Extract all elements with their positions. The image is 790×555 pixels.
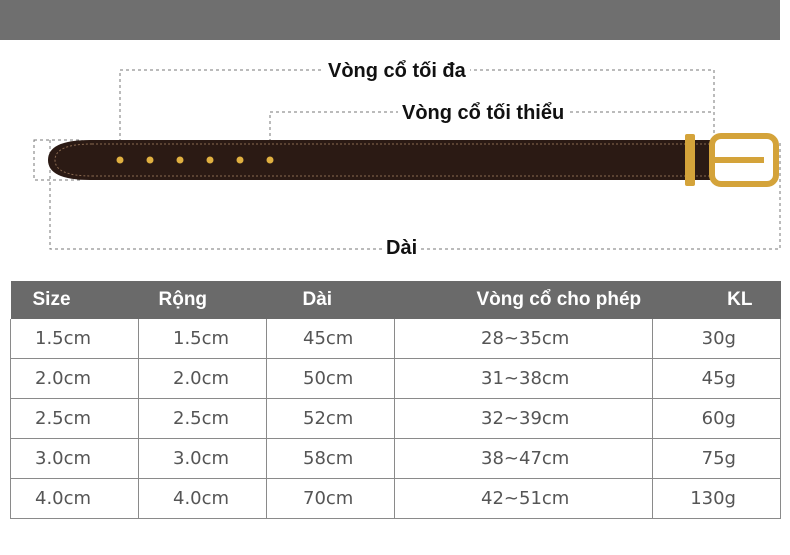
header-width: Rộng (139, 281, 267, 319)
cell-width: 2.5cm (139, 399, 267, 439)
cell-collar-range: 32~39cm (395, 399, 653, 439)
header-size: Size (11, 281, 139, 319)
cell-collar-range: 28~35cm (395, 319, 653, 359)
cell-weight: 130g (653, 479, 781, 519)
cell-size: 2.0cm (11, 359, 139, 399)
table-row (11, 399, 781, 439)
belt-hole (147, 157, 154, 164)
cell-size: 2.5cm (11, 399, 139, 439)
header-weight: KL (653, 281, 781, 319)
max-collar-label: Vòng cổ tối đa (324, 60, 470, 83)
belt-hole (117, 157, 124, 164)
belt-hole (177, 157, 184, 164)
cell-width: 4.0cm (139, 479, 267, 519)
cell-collar-range: 42~51cm (395, 479, 653, 519)
table-row (11, 479, 781, 519)
table-row (11, 319, 781, 359)
cell-length: 52cm (267, 399, 395, 439)
top-banner (0, 0, 780, 40)
cell-width: 1.5cm (139, 319, 267, 359)
cell-weight: 30g (653, 319, 781, 359)
buckle-prong (712, 157, 764, 163)
cell-collar-range: 38~47cm (395, 439, 653, 479)
belt-hole (237, 157, 244, 164)
size-table (10, 281, 781, 519)
table-row (11, 439, 781, 479)
cell-size: 3.0cm (11, 439, 139, 479)
min-collar-label: Vòng cổ tối thiểu (398, 102, 568, 125)
header-collar-range: Vòng cổ cho phép (395, 281, 653, 319)
cell-length: 58cm (267, 439, 395, 479)
cell-size: 4.0cm (11, 479, 139, 519)
table-row (11, 359, 781, 399)
cell-width: 3.0cm (139, 439, 267, 479)
table-header-row (11, 281, 781, 319)
belt-hole (267, 157, 274, 164)
cell-collar-range: 31~38cm (395, 359, 653, 399)
cell-length: 70cm (267, 479, 395, 519)
cell-size: 1.5cm (11, 319, 139, 359)
cell-weight: 75g (653, 439, 781, 479)
header-length: Dài (267, 281, 395, 319)
length-label: Dài (382, 237, 421, 260)
cell-width: 2.0cm (139, 359, 267, 399)
cell-length: 50cm (267, 359, 395, 399)
cell-length: 45cm (267, 319, 395, 359)
belt-keeper (685, 134, 695, 186)
collar-diagram (0, 40, 790, 270)
cell-weight: 45g (653, 359, 781, 399)
belt-hole (207, 157, 214, 164)
cell-weight: 60g (653, 399, 781, 439)
